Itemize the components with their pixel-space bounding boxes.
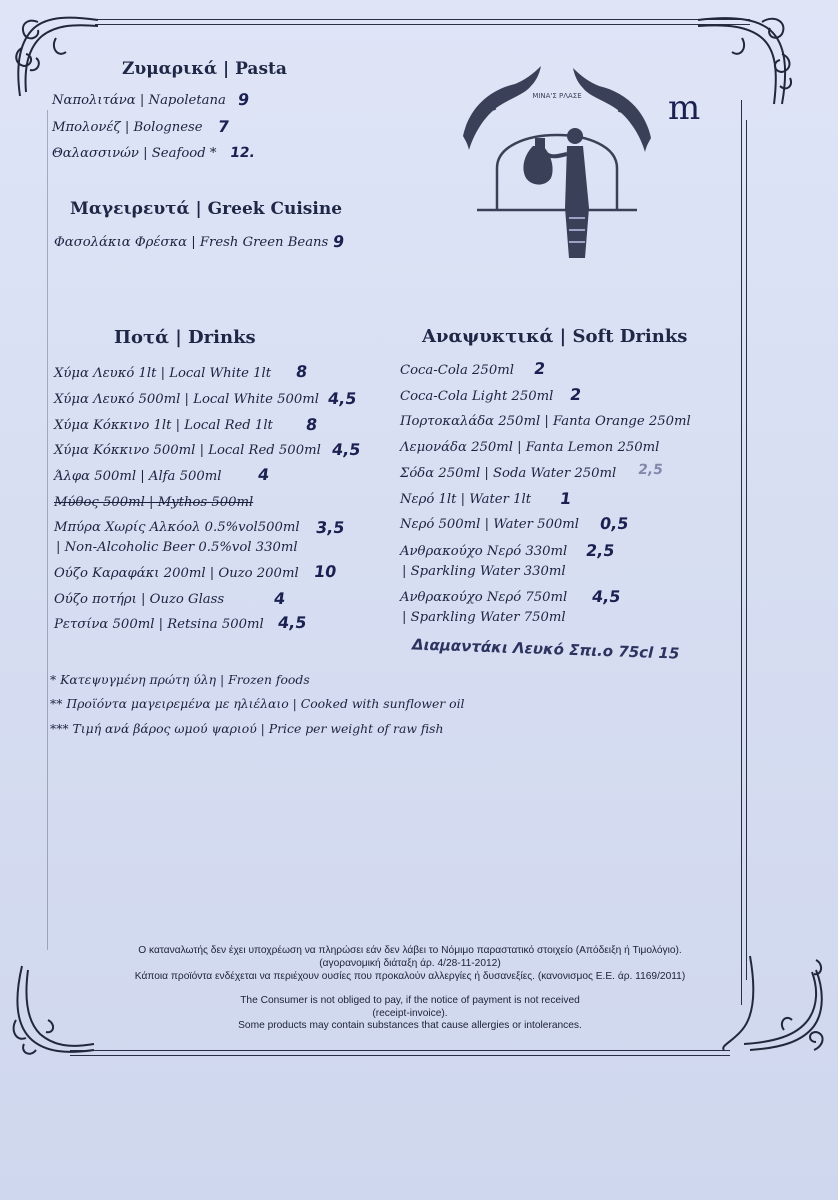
soft-item-sparkling-750-en: | Sparkling Water 750ml (402, 610, 566, 625)
soft-price-coca-cola: 2 (532, 359, 547, 378)
drinks-price-alfa: 4 (256, 465, 271, 484)
soft-price-coca-cola-light: 2 (568, 385, 583, 404)
greek-cuisine-heading: Μαγειρευτά | Greek Cuisine (70, 199, 343, 219)
legal-greek-line-2: (αγορανομική διάταξη άρ. 4/28-11-2012) (319, 958, 501, 969)
drinks-item-white-1lt: Χύμα Λευκό 1lt | Local White 1lt (54, 366, 272, 381)
footnote-frozen: * Κατεψυγμένη πρώτη ύλη | Frozen foods (50, 672, 310, 687)
soft-item-water-1lt: Νερό 1lt | Water 1lt (400, 492, 532, 507)
soft-price-sparkling-330: 2,5 (584, 541, 616, 560)
logo-arch-text: ΜΙΝΑ'Σ ΡΛΑΣΕ (532, 92, 582, 100)
drinks-item-retsina: Ρετσίνα 500ml | Retsina 500ml (54, 617, 264, 632)
drinks-price-retsina: 4,5 (276, 613, 308, 632)
drinks-price-nonalcoholic-beer: 3,5 (314, 518, 346, 537)
corner-ornament-top-left (8, 8, 108, 103)
drinks-item-nonalcoholic-beer: Μπύρα Χωρίς Αλκόολ 0.5%vol500ml (54, 520, 300, 535)
soft-price-soda-water: 2,5 (636, 462, 664, 478)
soft-item-sparkling-330: Ανθρακούχο Νερό 330ml (400, 544, 568, 559)
drinks-price-red-1lt: 8 (304, 415, 319, 434)
vase-icon (523, 146, 552, 185)
soft-item-fanta-lemon: Λεμονάδα 250ml | Fanta Lemon 250ml (400, 440, 660, 455)
drinks-item-nonalcoholic-beer-en: | Non-Alcoholic Beer 0.5%vol 330ml (56, 540, 298, 555)
restaurant-logo (455, 58, 660, 267)
soft-item-coca-cola: Coca-Cola 250ml (400, 363, 514, 378)
soft-item-sparkling-330-en: | Sparkling Water 330ml (402, 564, 566, 579)
legal-english-line-1: The Consumer is not obliged to pay, if the notice of payment is not received (240, 995, 580, 1006)
drinks-heading: Ποτά | Drinks (114, 327, 256, 348)
soft-drinks-heading: Αναψυκτικά | Soft Drinks (422, 326, 688, 347)
frame-top-line (95, 19, 750, 20)
drinks-item-ouzo-glass: Ούζο ποτήρι | Ouzo Glass (54, 592, 225, 607)
frame-bottom-inner-line (70, 1055, 730, 1056)
frame-right-inner-line (746, 120, 747, 980)
drinks-item-red-1lt: Χύμα Κόκκινο 1lt | Local Red 1lt (54, 418, 273, 433)
pasta-item-seafood: Θαλασσινών | Seafood * (52, 146, 217, 161)
drinks-item-alfa: Άλφα 500ml | Alfa 500ml (54, 469, 222, 484)
frame-top-inner-line (95, 24, 750, 25)
frame-right-line (741, 100, 742, 1005)
soft-item-sparkling-750: Ανθρακούχο Νερό 750ml (400, 590, 568, 605)
soft-item-coca-cola-light: Coca-Cola Light 250ml (400, 389, 554, 404)
drinks-item-white-500ml: Χύμα Λευκό 500ml | Local White 500ml (54, 392, 319, 407)
legal-greek-line-3: Κάποια προϊόντα ενδέχεται να περιέχουν ουσίες που προκαλούν αλλεργίες ή δυσανεξίες. (κανονισμος Ε.Ε. άρ. 1169/2011) (134, 971, 686, 982)
drinks-price-ouzo-glass: 4 (272, 589, 287, 608)
drinks-price-white-1lt: 8 (294, 362, 309, 381)
pasta-price-napoletana: 9 (236, 90, 251, 109)
pasta-price-seafood: 12. (228, 145, 256, 161)
frame-bottom-line (70, 1050, 730, 1051)
frame-left-line (47, 110, 48, 950)
soft-price-sparkling-750: 4,5 (590, 587, 622, 606)
pasta-item-bolognese: Μπολονέζ | Bolognese (52, 120, 203, 135)
legal-english-line-3: Some products may contain substances that cause allergies or intolerances. (238, 1020, 582, 1031)
greek-price-green-beans: 9 (331, 232, 346, 251)
footnote-sunflower-oil: ** Προϊόντα μαγειρεμένα με ηλιέλαιο | Cooked with sunflower oil (50, 696, 465, 711)
soft-price-water-500ml: 0,5 (598, 514, 630, 533)
drinks-price-red-500ml: 4,5 (330, 440, 362, 459)
drinks-price-white-500ml: 4,5 (326, 389, 358, 408)
pasta-item-napoletana: Ναπολιτάνα | Napoletana (52, 93, 226, 108)
corner-ornament-top-right (690, 8, 800, 108)
drinks-price-ouzo-carafe: 10 (312, 562, 338, 581)
legal-english-line-2: (receipt-invoice). (372, 1008, 448, 1019)
soft-item-soda-water: Σόδα 250ml | Soda Water 250ml (400, 466, 617, 481)
footnote-raw-fish: *** Τιμή ανά βάρος ωμού ψαριού | Price per weight of raw fish (50, 721, 444, 736)
greek-item-green-beans: Φασολάκια Φρέσκα | Fresh Green Beans (54, 235, 329, 250)
handwritten-mark: m (668, 88, 701, 128)
handwritten-diamantaki-line: Διαμαντάκι Λευκό Σπι.ο 75cl 15 (411, 635, 680, 663)
soft-item-fanta-orange: Πορτοκαλάδα 250ml | Fanta Orange 250ml (400, 414, 691, 429)
soft-item-water-500ml: Νερό 500ml | Water 500ml (400, 517, 579, 532)
pasta-heading: Ζυμαρικά | Pasta (122, 59, 287, 79)
drinks-item-red-500ml: Χύμα Κόκκινο 500ml | Local Red 500ml (54, 443, 321, 458)
pasta-price-bolognese: 7 (216, 117, 231, 136)
drinks-item-mythos: Μύθος 500ml | Mythos 500ml (54, 495, 254, 510)
drinks-item-ouzo-carafe: Ούζο Καραφάκι 200ml | Ouzo 200ml (54, 566, 299, 581)
woman-figure-icon (565, 146, 589, 208)
soft-price-water-1lt: 1 (558, 489, 573, 508)
legal-greek-line-1: Ο καταναλωτής δεν έχει υποχρέωση να πληρώσει εάν δεν λάβει το Νόμιμο παραστατικό στοιχείο (Απόδειξη ή Τιμολόγιο). (138, 945, 682, 956)
